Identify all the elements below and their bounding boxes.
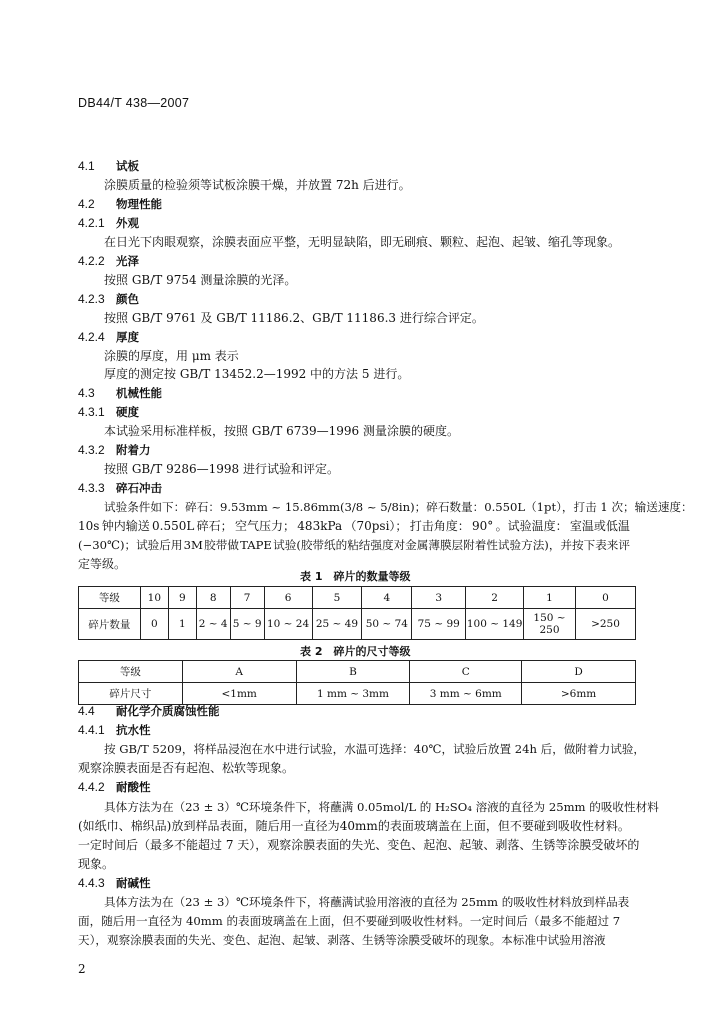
table-cell: D bbox=[522, 661, 636, 683]
table-cell: 150 ~ 250 bbox=[524, 609, 576, 640]
heading-4-4 bbox=[78, 703, 220, 719]
table-cell: 25 ~ 49 bbox=[312, 609, 362, 640]
table-cell: 0 bbox=[140, 609, 168, 640]
section-number: 4.2.2 bbox=[78, 254, 105, 268]
table-1-row-grade bbox=[79, 587, 636, 609]
text-run: 。试验温度： bbox=[495, 519, 568, 533]
table-cell-header: 等级 bbox=[79, 587, 141, 609]
text-run: (如纸巾、棉织品) bbox=[78, 819, 172, 833]
table-1-fragment-count bbox=[78, 586, 636, 640]
heading-4-2-2 bbox=[78, 253, 139, 269]
section-number: 4.4.2 bbox=[78, 780, 105, 794]
table-2-row-grade bbox=[79, 661, 636, 683]
para-4-2-4-b: 厚度的测定按 GB/T 13452.2—1992 中的方法 5 进行。 bbox=[104, 367, 410, 381]
section-title: 附着力 bbox=[116, 443, 151, 457]
table-cell: 8 bbox=[196, 587, 230, 609]
table-cell: 5 ~ 9 bbox=[230, 609, 264, 640]
para-4-4-1-line-1: 按 GB/T 5209，将样品浸泡在水中进行试验，水温可选择：40℃，试验后放置 24h 后，做附着力试验， bbox=[104, 742, 645, 756]
table-cell: <1mm bbox=[182, 683, 296, 705]
para-4-4-3-line-2 bbox=[78, 913, 620, 929]
table-cell: 2 ~ 4 bbox=[196, 609, 230, 640]
para-4-3-1: 本试验采用标准样板，按照 GB/T 6739—1996 测量涂膜的硬度。 bbox=[104, 424, 459, 438]
text-run: 试验(胶带纸的粘结强度对金属薄膜层附着性试验方法)，并按下表来评 bbox=[273, 538, 630, 552]
section-number: 4.3 bbox=[78, 386, 95, 400]
table-cell: C bbox=[410, 661, 522, 683]
table-cell: 100 ~ 149 bbox=[466, 609, 524, 640]
table-cell: >250 bbox=[575, 609, 635, 640]
para-4-4-3-line-1 bbox=[104, 894, 629, 910]
table-cell: 7 bbox=[230, 587, 264, 609]
section-number: 4.1 bbox=[78, 159, 95, 173]
heading-4-3-3 bbox=[78, 480, 162, 496]
heading-4-1 bbox=[78, 158, 139, 174]
table-cell: 2 bbox=[466, 587, 524, 609]
table-1-row-count bbox=[79, 609, 636, 640]
para-4-2-4-a: 涂膜的厚度，用 μm 表示 bbox=[104, 349, 239, 363]
table-cell: 3 mm ~ 6mm bbox=[410, 683, 522, 705]
para-4-4-3-line-3 bbox=[78, 932, 606, 948]
text-run: （最多不能超过 7 天）， bbox=[138, 838, 268, 852]
section-title: 碎石冲击 bbox=[116, 481, 162, 495]
text-run: 室温或低温 bbox=[569, 519, 630, 533]
para-4-2-2: 按照 GB/T 9754 测量涂膜的光泽。 bbox=[104, 273, 297, 287]
heading-4-3 bbox=[78, 385, 162, 401]
text-run: 打击角度： bbox=[409, 519, 470, 533]
doc-header-id: DB44/T 438—2007 bbox=[78, 96, 190, 110]
text-run: 起皱、 bbox=[459, 838, 496, 852]
section-number: 4.4.1 bbox=[78, 723, 105, 737]
table-cell-header: 碎片尺寸 bbox=[79, 683, 183, 705]
section-title: 物理性能 bbox=[116, 197, 162, 211]
table-cell: 1 mm ~ 3mm bbox=[296, 683, 410, 705]
text-run: TAPE bbox=[240, 538, 272, 552]
section-number: 4.3.3 bbox=[78, 481, 105, 495]
para-4-4-2-line-3 bbox=[78, 837, 640, 853]
text-run: 变色、 bbox=[387, 838, 424, 852]
text-run: 胶带做 bbox=[204, 538, 239, 552]
text-run: 3M bbox=[183, 538, 203, 552]
para-4-1: 涂膜质量的检验须等试板涂膜干燥，并放置 72h 后进行。 bbox=[104, 178, 411, 192]
heading-4-4-2 bbox=[78, 779, 151, 795]
section-number: 4.4 bbox=[78, 704, 95, 718]
section-number: 4.2.4 bbox=[78, 330, 105, 344]
table-cell: B bbox=[296, 661, 410, 683]
table-1-caption: 表 1 碎片的数量等级 bbox=[300, 570, 411, 583]
para-4-3-3-line-4 bbox=[78, 556, 126, 572]
section-number: 4.2.1 bbox=[78, 216, 105, 230]
heading-4-2-1 bbox=[78, 215, 139, 231]
section-title: 光泽 bbox=[116, 254, 139, 268]
section-title: 机械性能 bbox=[116, 386, 162, 400]
table-cell: 3 bbox=[412, 587, 466, 609]
section-title: 抗水性 bbox=[116, 723, 151, 737]
table-cell: 75 ~ 99 bbox=[412, 609, 466, 640]
section-number: 4.3.2 bbox=[78, 443, 105, 457]
text-run: 钟内输送 bbox=[101, 519, 150, 533]
text-run: 面，随后用一直径为 40mm 的表面玻璃盖在上面，但不要碰到吸收性材料。一定时间后（最多不能超过 7 bbox=[78, 914, 621, 928]
table-cell: 50 ~ 74 bbox=[362, 609, 412, 640]
page-number: 2 bbox=[78, 962, 86, 976]
section-title: 颜色 bbox=[116, 292, 139, 306]
text-run: 90° bbox=[472, 519, 494, 533]
text-run: 观察涂膜表面的失光、 bbox=[267, 838, 388, 852]
para-4-3-3-line-1 bbox=[104, 499, 693, 515]
table-cell: 1 bbox=[524, 587, 576, 609]
heading-4-2-4 bbox=[78, 329, 139, 345]
text-run: 0.550L bbox=[152, 519, 195, 533]
section-title: 耐化学介质腐蚀性能 bbox=[116, 704, 220, 718]
heading-4-3-2 bbox=[78, 442, 151, 458]
section-title: 试板 bbox=[116, 159, 139, 173]
section-title: 耐碱性 bbox=[116, 876, 151, 890]
section-title: 硬度 bbox=[116, 405, 139, 419]
table-cell: 10 ~ 24 bbox=[264, 609, 312, 640]
text-run: (−30℃)；试验后用 bbox=[78, 538, 183, 552]
para-4-3-3-line-2 bbox=[78, 518, 630, 534]
text-run: 空气压力； bbox=[234, 519, 295, 533]
text-run: 但不要碰到吸收性材料。 bbox=[497, 819, 630, 833]
section-number: 4.4.3 bbox=[78, 876, 105, 890]
table-2-caption: 表 2 碎片的尺寸等级 bbox=[300, 645, 411, 658]
table-cell-header: 碎片数量 bbox=[79, 609, 141, 640]
text-run: 具体方法为在（23 ± 3）℃环境条件下，将蘸满 0.05mol/L 的 H₂SO₄ 溶液的直径为 25mm 的吸收性材料 bbox=[104, 800, 659, 814]
table-2-row-size bbox=[79, 683, 636, 705]
para-4-4-2-line-4 bbox=[78, 856, 114, 872]
para-4-3-2: 按照 GB/T 9286—1998 进行试验和评定。 bbox=[104, 462, 339, 476]
heading-4-3-1 bbox=[78, 404, 139, 420]
heading-4-2 bbox=[78, 196, 162, 212]
para-4-4-2-line-1 bbox=[104, 799, 659, 815]
para-4-3-3-line-3 bbox=[78, 537, 630, 553]
section-title: 耐酸性 bbox=[116, 780, 151, 794]
text-run: 试验条件如下：碎石：9.53mm ~ 15.86mm(3/8 ~ 5/8in)；碎石数量：0.550L（1pt），打击 1 次；输送速度： bbox=[104, 500, 693, 514]
heading-4-2-3 bbox=[78, 291, 139, 307]
text-run: 的表面玻璃盖在上面， bbox=[377, 819, 498, 833]
text-run: 碎石； bbox=[196, 519, 233, 533]
text-run: 定等级。 bbox=[78, 557, 127, 571]
text-run: 天），观察涂膜表面的失光、变色、起泡、起皱、剥落、生锈等涂膜受破坏的现象。本标准中试验用溶液 bbox=[78, 933, 606, 947]
text-run: 生锈等涂膜受破坏的 bbox=[531, 838, 640, 852]
table-cell: 4 bbox=[362, 587, 412, 609]
section-title: 外观 bbox=[116, 216, 139, 230]
text-run: 具体方法为在（23 ± 3）℃环境条件下，将蘸满试验用溶液的直径为 25mm 的吸收性材料放到样品表 bbox=[104, 895, 630, 909]
section-number: 4.3.1 bbox=[78, 405, 105, 419]
text-run: 放到样品表面， bbox=[171, 819, 256, 833]
section-title: 厚度 bbox=[116, 330, 139, 344]
text-run: 现象。 bbox=[78, 857, 115, 871]
text-run: 483kPa bbox=[297, 519, 343, 533]
table-cell: 0 bbox=[575, 587, 635, 609]
table-cell: 5 bbox=[312, 587, 362, 609]
heading-4-4-1 bbox=[78, 722, 151, 738]
table-2-fragment-size bbox=[78, 660, 636, 705]
text-run: 随后用一直径为 bbox=[255, 819, 340, 833]
table-cell: 10 bbox=[140, 587, 168, 609]
table-cell: 9 bbox=[168, 587, 196, 609]
table-cell: 1 bbox=[168, 609, 196, 640]
text-run: 10s bbox=[78, 519, 100, 533]
table-cell: 6 bbox=[264, 587, 312, 609]
section-number: 4.2.3 bbox=[78, 292, 105, 306]
text-run: （70psi）； bbox=[344, 519, 408, 533]
para-4-4-2-line-2 bbox=[78, 818, 630, 834]
heading-4-4-3 bbox=[78, 875, 151, 891]
table-cell-header: 等级 bbox=[79, 661, 183, 683]
table-cell: A bbox=[182, 661, 296, 683]
para-4-2-1: 在日光下肉眼观察，涂膜表面应平整，无明显缺陷，即无刷痕、颗粒、起泡、起皱、缩孔等现象。 bbox=[104, 235, 621, 249]
table-cell: >6mm bbox=[522, 683, 636, 705]
text-run: 40mm bbox=[339, 819, 378, 833]
text-run: 一定时间后 bbox=[78, 838, 139, 852]
para-4-2-3: 按照 GB/T 9761 及 GB/T 11186.2、GB/T 11186.3 进行综合评定。 bbox=[104, 311, 484, 325]
text-run: 起泡、 bbox=[423, 838, 460, 852]
section-number: 4.2 bbox=[78, 197, 95, 211]
para-4-4-1-line-2: 观察涂膜表面是否有起泡、松软等现象。 bbox=[78, 761, 295, 775]
text-run: 剥落、 bbox=[495, 838, 532, 852]
